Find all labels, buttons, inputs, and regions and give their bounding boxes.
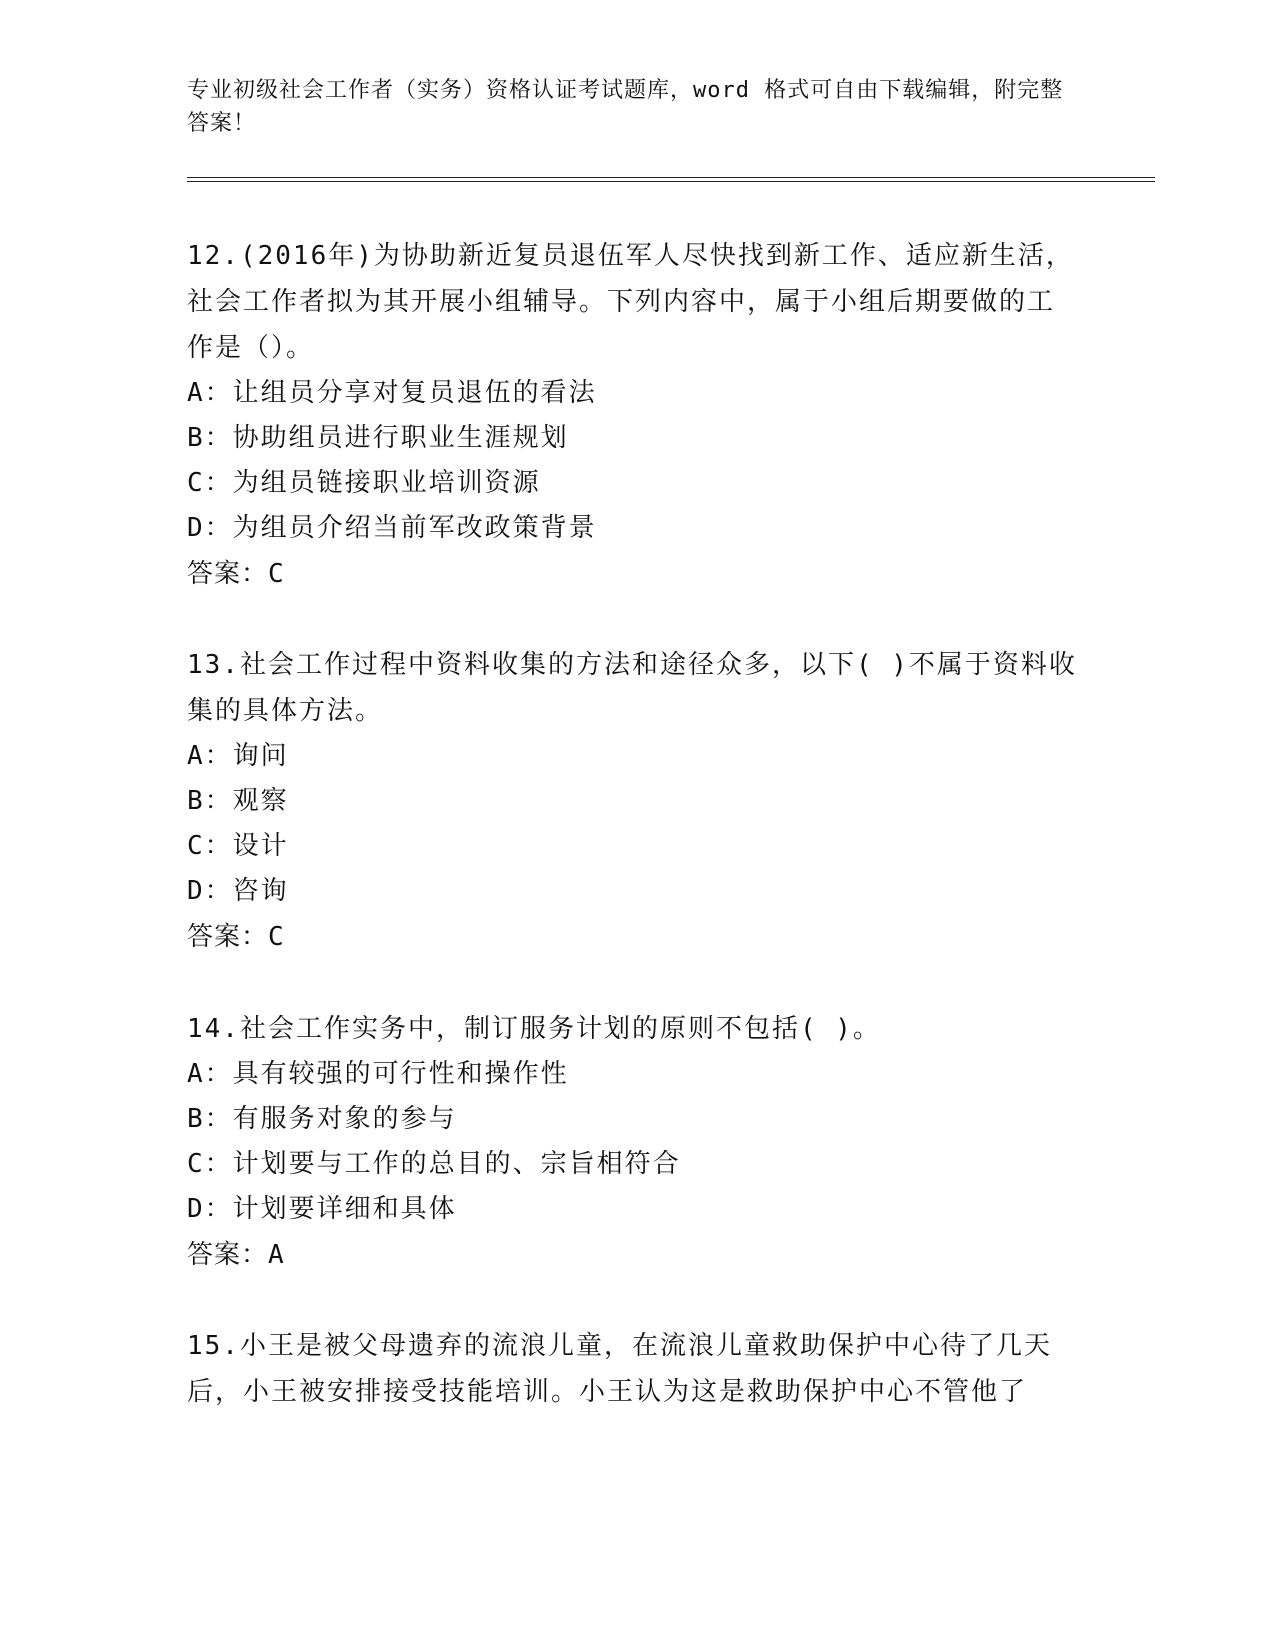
option-c: C：为组员链接职业培训资源	[187, 468, 541, 498]
question-text: 13.社会工作过程中资料收集的方法和途径众多，以下( )不属于资料收集的具体方法。	[187, 650, 1077, 726]
answer: 答案：A	[187, 1240, 285, 1270]
question-14	[187, 1006, 1077, 1278]
question-13	[187, 642, 1077, 960]
option-d: D：计划要详细和具体	[187, 1194, 457, 1224]
option-b: B：观察	[187, 786, 289, 816]
question-text: 14.社会工作实务中，制订服务计划的原则不包括( )。	[187, 1014, 881, 1044]
option-b: B：协助组员进行职业生涯规划	[187, 423, 569, 453]
question-12	[187, 233, 1077, 597]
question-text: 12.(2016年)为协助新近复员退伍军人尽快找到新工作、适应新生活，社会工作者拟为其开展小组辅导。下列内容中，属于小组后期要做的工作是（）。	[187, 241, 1074, 363]
option-a: A：让组员分享对复员退伍的看法	[187, 378, 597, 408]
option-d: D：为组员介绍当前军改政策背景	[187, 513, 597, 543]
option-c: C：计划要与工作的总目的、宗旨相符合	[187, 1149, 681, 1179]
document-header: 专业初级社会工作者（实务）资格认证考试题库，word 格式可自由下载编辑，附完整答案！	[187, 78, 1064, 136]
answer: 答案：C	[187, 922, 285, 952]
question-text: 15.小王是被父母遗弃的流浪儿童，在流浪儿童救助保护中心待了几天后，小王被安排接受技能培训。小王认为这是救助保护中心不管他了	[187, 1331, 1052, 1407]
option-d: D：咨询	[187, 876, 289, 906]
option-a: A：询问	[187, 741, 289, 771]
header-divider-bottom	[187, 181, 1155, 182]
question-15	[187, 1323, 1077, 1415]
option-b: B：有服务对象的参与	[187, 1104, 457, 1134]
option-a: A：具有较强的可行性和操作性	[187, 1059, 569, 1089]
answer: 答案：C	[187, 559, 285, 589]
header-divider-top	[187, 177, 1155, 178]
option-c: C：设计	[187, 831, 289, 861]
